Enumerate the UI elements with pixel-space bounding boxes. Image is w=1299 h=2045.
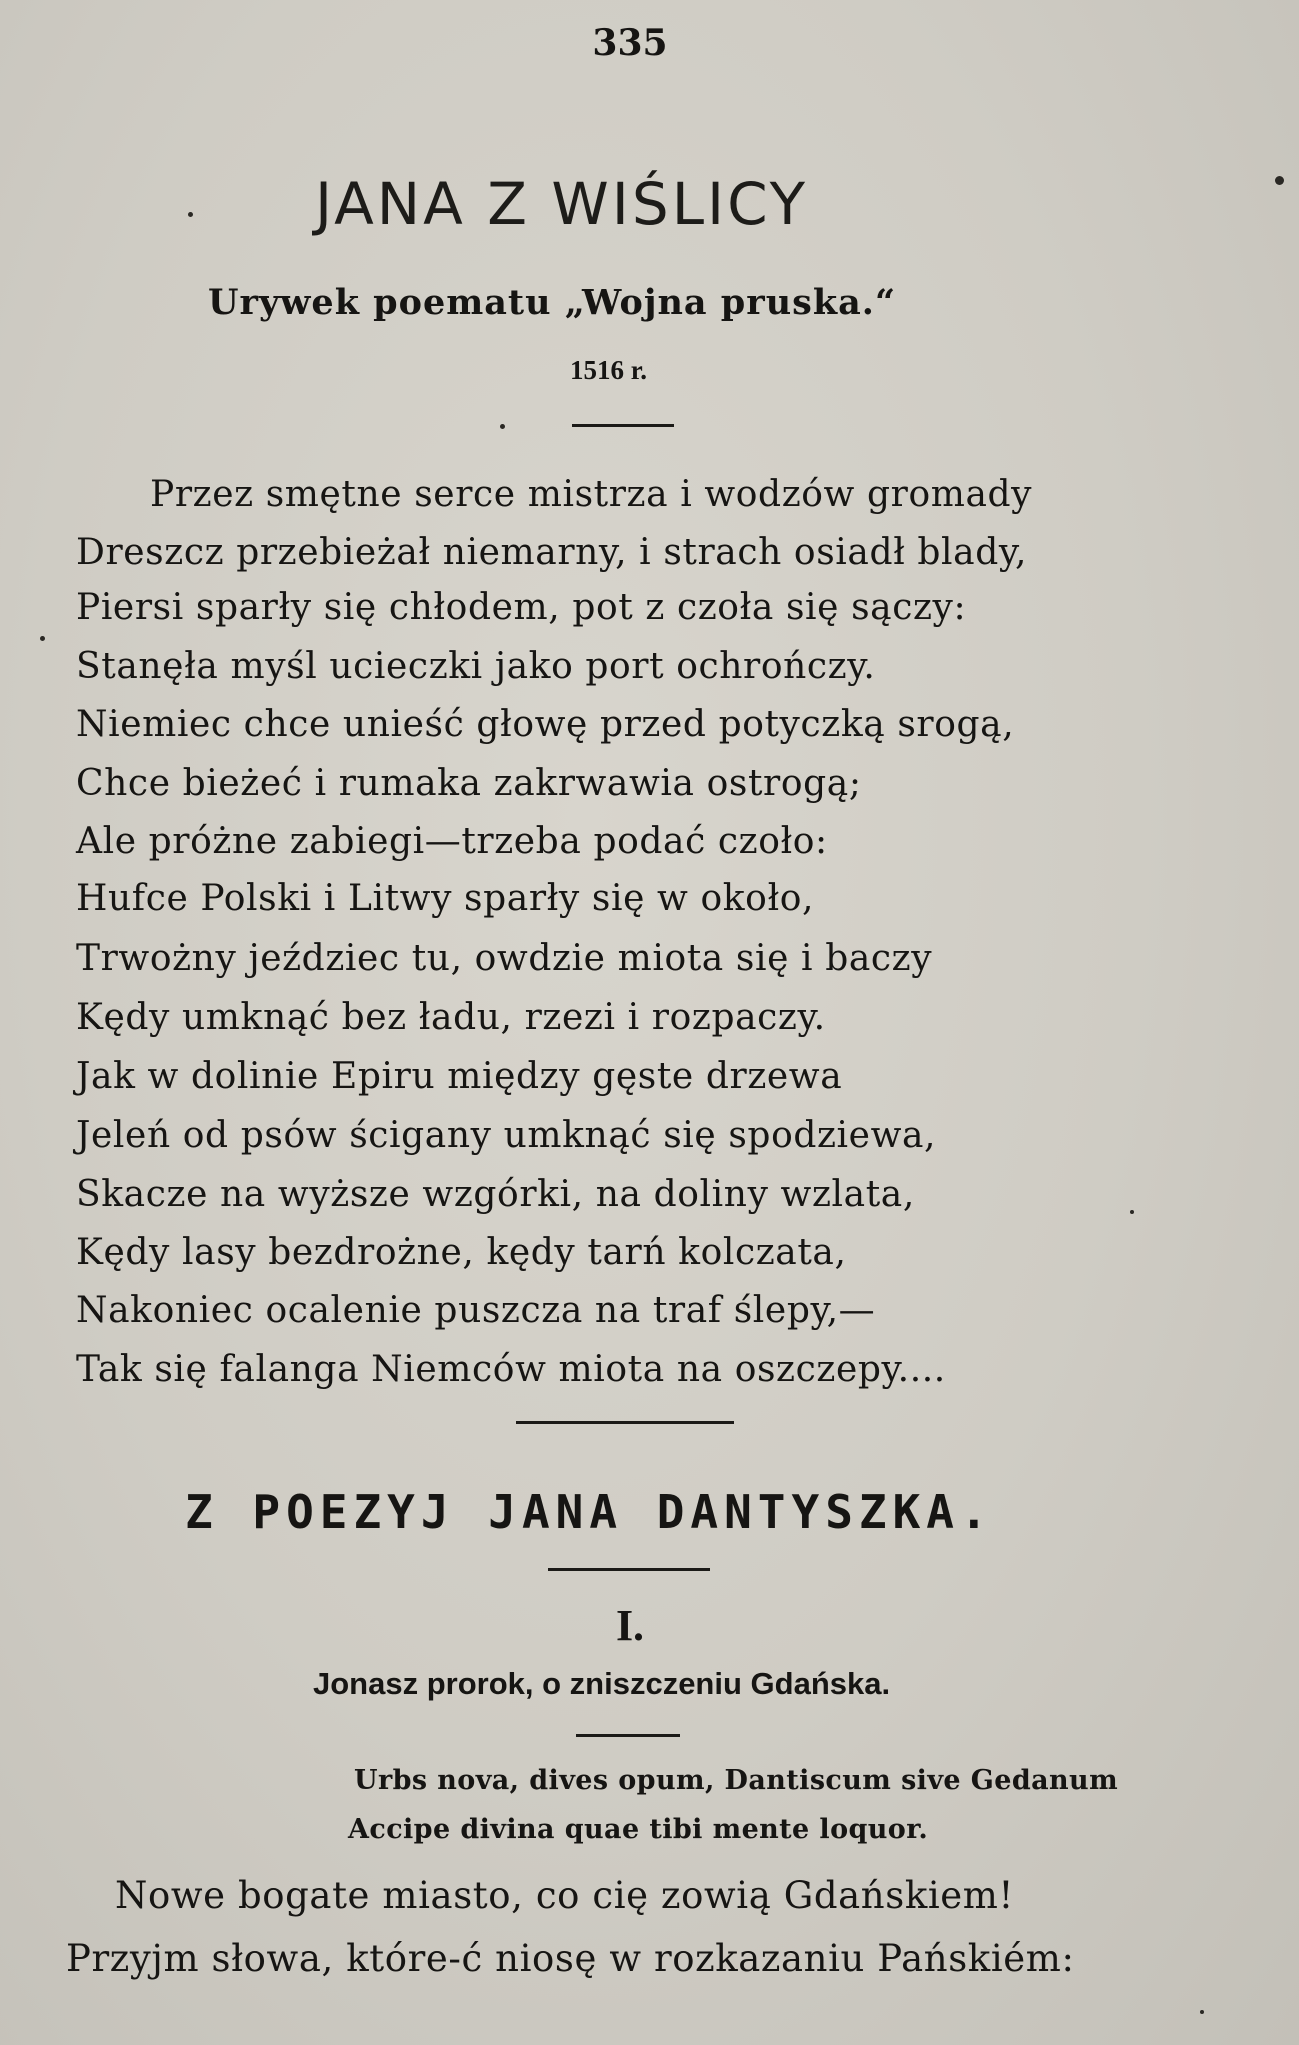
print-speck [1130,1210,1134,1214]
section1-title: JANA Z WIŚLICY [315,170,809,238]
divider-rule [572,424,674,427]
print-speck [1200,2010,1204,2014]
poem-line: Kędy lasy bezdrożne, kędy tarń kolczata, [76,1232,847,1273]
poem-line: Przyjm słowa, które-ć niosę w rozkazaniu Pańskiém: [66,1937,1075,1980]
poem-line: Jak w dolinie Epiru między gęste drzewa [76,1056,843,1097]
print-speck [40,636,45,641]
epigraph-line: Urbs nova, dives opum, Dantiscum sive Gedanum [354,1765,1119,1796]
poem-line: Niemiec chce unieść głowę przed potyczką srogą, [76,704,1015,745]
divider-rule [576,1734,680,1737]
poem-line: Skacze na wyższe wzgórki, na doliny wzlata, [76,1174,915,1215]
print-speck [500,424,505,429]
divider-rule [516,1421,734,1424]
poem-line: Chce bieżeć i rumaka zakrwawia ostrogą; [76,763,862,804]
section2-subtitle: Jonasz prorok, o zniszczeniu Gdańska. [313,1666,891,1701]
print-speck [188,212,193,217]
poem-line: Dreszcz przebieżał niemarny, i strach osiadł blady, [76,532,1028,573]
print-speck [1275,176,1284,185]
poem-line: Kędy umknąć bez ładu, rzezi i rozpaczy. [76,997,826,1038]
section1-subtitle: Urywek poematu „Wojna pruska.“ [208,282,897,323]
section1-year: 1516 r. [570,355,648,385]
poem-line: Przez smętne serce mistrza i wodzów gromady [150,474,1033,515]
poem-line: Stanęła myśl ucieczki jako port ochrończy. [76,646,876,687]
epigraph-line: Accipe divina quae tibi mente loquor. [348,1814,929,1845]
divider-rule [548,1568,710,1571]
poem-line: Tak się falanga Niemców miota na oszczepy.... [76,1349,946,1390]
poem-line: Trwożny jeździec tu, owdzie miota się i baczy [76,938,933,979]
section2-title: Z POEZYJ JANA DANTYSZKA. [185,1485,994,1539]
poem-line: Nakoniec ocalenie puszcza na traf ślepy,— [76,1290,876,1331]
poem-line: Hufce Polski i Litwy sparły się w około, [76,878,815,919]
poem-line: Piersi sparły się chłodem, pot z czoła się sączy: [76,587,967,628]
poem-line: Ale próżne zabiegi—trzeba podać czoło: [76,821,828,862]
page-number: 335 [592,22,668,64]
poem-line: Jeleń od psów ścigany umknąć się spodziewa, [76,1115,937,1156]
section2-number: I. [615,1601,645,1650]
poem-line: Nowe bogate miasto, co cię zowią Gdańskiem! [115,1874,1014,1917]
